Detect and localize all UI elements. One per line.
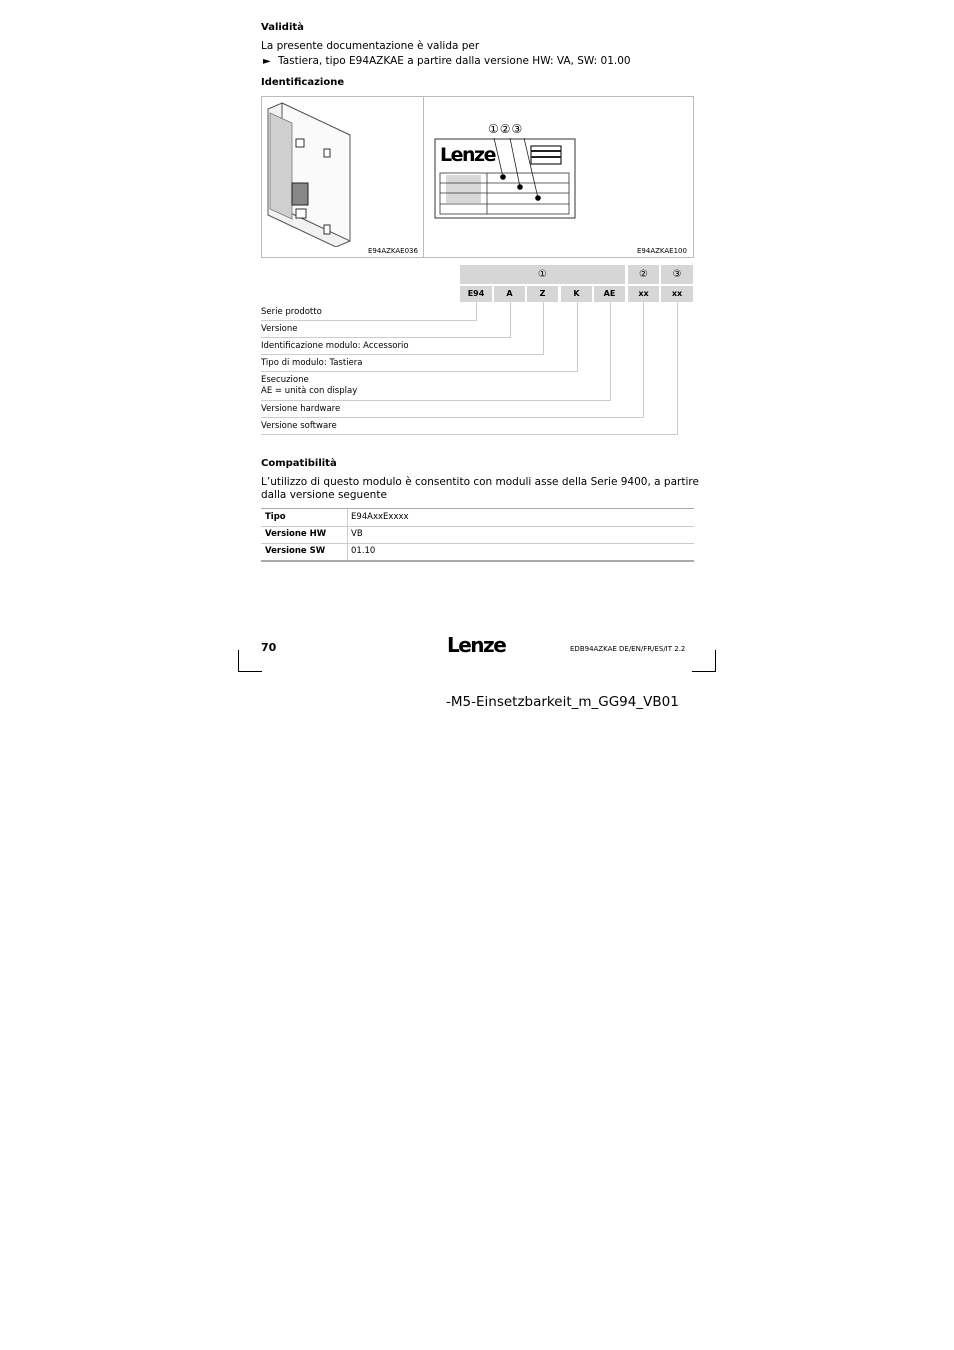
validity-heading: Validità: [261, 22, 304, 33]
row-line: [261, 371, 578, 372]
table-key: Versione SW: [265, 546, 326, 556]
row-line: [261, 354, 544, 355]
type-row-sw-version: Versione software: [261, 421, 337, 431]
type-row-module-id: Identificazione modulo: Accessorio: [261, 341, 409, 351]
validity-bullet: [263, 55, 631, 67]
code-cell-z: Z: [527, 286, 558, 302]
type-code-header-2: ②: [628, 265, 659, 284]
marker-1: ①: [488, 122, 500, 136]
nameplate-lenze-logo: Lenze: [440, 144, 495, 166]
crop-mark-right: [692, 671, 716, 672]
row-line: [261, 400, 611, 401]
marker-3: ③: [511, 122, 524, 136]
row-line: [261, 434, 678, 435]
connector-line: [677, 302, 678, 435]
table-value: 01.10: [351, 546, 376, 556]
validity-bullet-text: Tastiera, tipo E94AZKAE a partire dalla versione HW: VA, SW: 01.00: [278, 55, 631, 67]
crop-mark-right: [715, 650, 716, 672]
connector-line: [577, 302, 578, 372]
keypad-device-illustration: [262, 97, 422, 247]
code-cell-sw: xx: [661, 286, 693, 302]
table-key: Tipo: [265, 512, 286, 522]
table-value: E94AxxExxxx: [351, 512, 409, 522]
type-row-module-type: Tipo di modulo: Tastiera: [261, 358, 363, 368]
label-markers: [488, 122, 523, 136]
marker-2: ②: [499, 122, 512, 136]
table-row: [261, 543, 694, 562]
file-tag: -M5-Einsetzbarkeit_m_GG94_VB01: [446, 694, 679, 710]
bullet-arrow-icon: ►: [263, 56, 271, 67]
code-cell-ae: AE: [594, 286, 625, 302]
compatibility-text: L’utilizzo di questo modulo è consentito con moduli asse della Serie 9400, a partire dalla versione seguente: [261, 476, 699, 501]
connector-line: [510, 302, 511, 338]
validity-intro: La presente documentazione è valida per: [261, 40, 480, 52]
type-row-hw-version: Versione hardware: [261, 404, 341, 414]
type-row-version: Versione: [261, 324, 298, 334]
code-cell-e94: E94: [460, 286, 492, 302]
connector-line: [476, 302, 477, 321]
table-row: [261, 509, 694, 527]
table-key: Versione HW: [265, 529, 327, 539]
fig-right-caption: E94AZKAE100: [637, 247, 687, 255]
fig-left-caption: E94AZKAE036: [368, 247, 418, 255]
type-row-design-subtext: AE = unità con display: [261, 386, 358, 396]
identification-heading: Identificazione: [261, 77, 345, 88]
type-code-header-3: ③: [661, 265, 693, 284]
type-row-product-series: Serie prodotto: [261, 307, 322, 317]
code-cell-k: K: [561, 286, 592, 302]
footer-lenze-logo: Lenze: [447, 633, 506, 657]
type-code-header-1: ①: [460, 265, 625, 284]
connector-line: [643, 302, 644, 418]
connector-line: [543, 302, 544, 355]
type-row-design: Esecuzione: [261, 375, 309, 385]
crop-mark-left: [238, 650, 239, 672]
row-line: [261, 320, 477, 321]
connector-line: [610, 302, 611, 401]
page-number: 70: [261, 641, 277, 654]
crop-mark-left: [238, 671, 262, 672]
row-line: [261, 417, 644, 418]
compatibility-heading: Compatibilità: [261, 458, 337, 469]
table-row: [261, 526, 694, 544]
code-cell-a: A: [494, 286, 525, 302]
figure-divider: [423, 96, 424, 258]
row-line: [261, 337, 511, 338]
table-value: VB: [351, 529, 363, 539]
footer-doc-id: EDB94AZKAE DE/EN/FR/ES/IT 2.2: [570, 645, 686, 653]
code-cell-hw: xx: [628, 286, 659, 302]
